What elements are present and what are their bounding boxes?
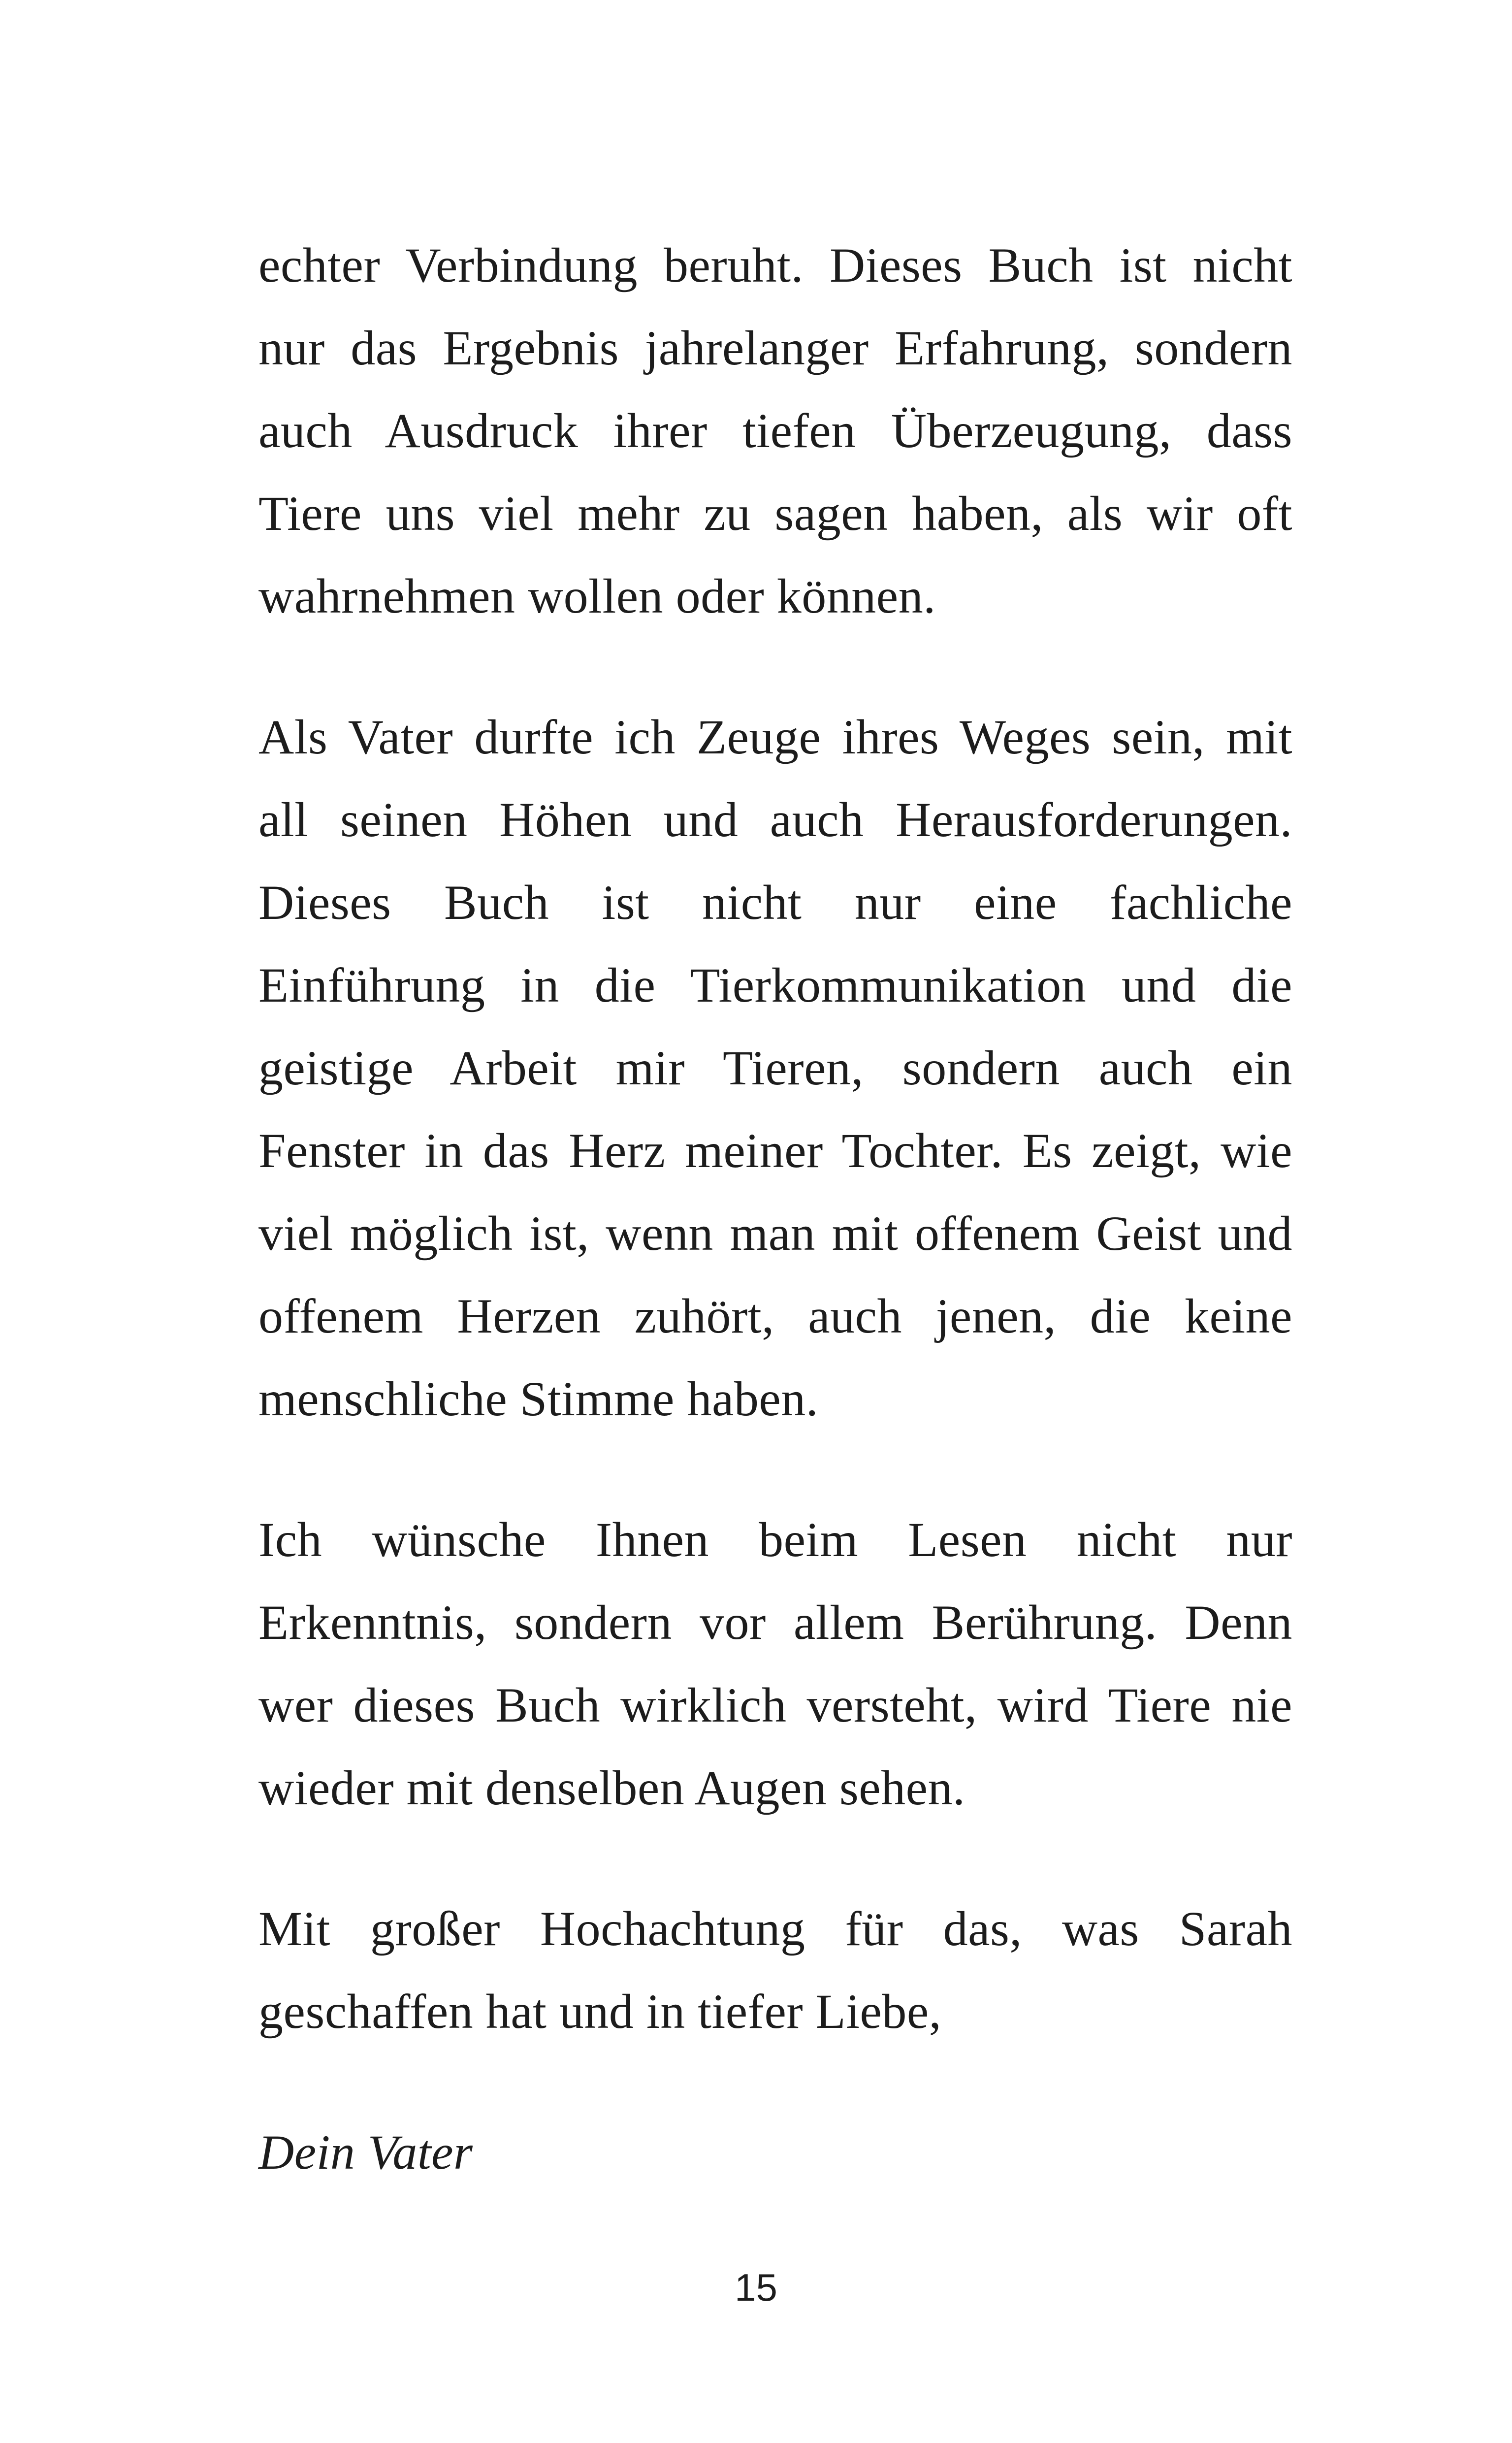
paragraph-2	[258, 696, 1292, 1440]
text-line: Tiere uns viel mehr zu sagen haben, als wir oft	[258, 486, 1292, 541]
text-line: Einführung in die Tierkommunikation und die	[258, 958, 1292, 1012]
text-line: wer dieses Buch wirklich versteht, wird Tiere nie	[258, 1678, 1292, 1732]
text-line: geistige Arbeit mir Tieren, sondern auch ein	[258, 1041, 1292, 1095]
body-text	[258, 224, 1292, 2194]
page-number: 15	[735, 2266, 777, 2309]
paragraph-4	[258, 1888, 1292, 2053]
text-line: menschliche Stimme haben.	[258, 1371, 819, 1426]
text-line: Als Vater durfte ich Zeuge ihres Weges sein, mit	[258, 710, 1292, 764]
text-line: offenem Herzen zuhört, auch jenen, die keine	[258, 1289, 1292, 1343]
text-line: geschaffen hat und in tiefer Liebe,	[258, 1984, 942, 2039]
text-line: echter Verbindung beruht. Dieses Buch ist nicht	[258, 238, 1292, 293]
text-line: all seinen Höhen und auch Herausforderungen.	[258, 792, 1292, 847]
text-line: viel möglich ist, wenn man mit offenem Geist und	[258, 1206, 1292, 1261]
text-line: wieder mit denselben Augen sehen.	[258, 1760, 965, 1815]
text-line: Erkenntnis, sondern vor allem Berührung. Denn	[258, 1595, 1292, 1650]
text-line: wahrnehmen wollen oder können.	[258, 569, 936, 623]
text-line: Ich wünsche Ihnen beim Lesen nicht nur	[258, 1512, 1292, 1567]
paragraph-1	[258, 224, 1292, 638]
text-line: auch Ausdruck ihrer tiefen Überzeugung, dass	[258, 403, 1292, 458]
text-line: Mit großer Hochachtung für das, was Sarah	[258, 1901, 1292, 1956]
text-line: Fenster in das Herz meiner Tochter. Es zeigt, wie	[258, 1123, 1292, 1178]
paragraph-3	[258, 1498, 1292, 1829]
signature: Dein Vater	[258, 2125, 473, 2180]
text-line: nur das Ergebnis jahrelanger Erfahrung, sondern	[258, 321, 1292, 375]
text-line: Dieses Buch ist nicht nur eine fachliche	[258, 875, 1292, 930]
